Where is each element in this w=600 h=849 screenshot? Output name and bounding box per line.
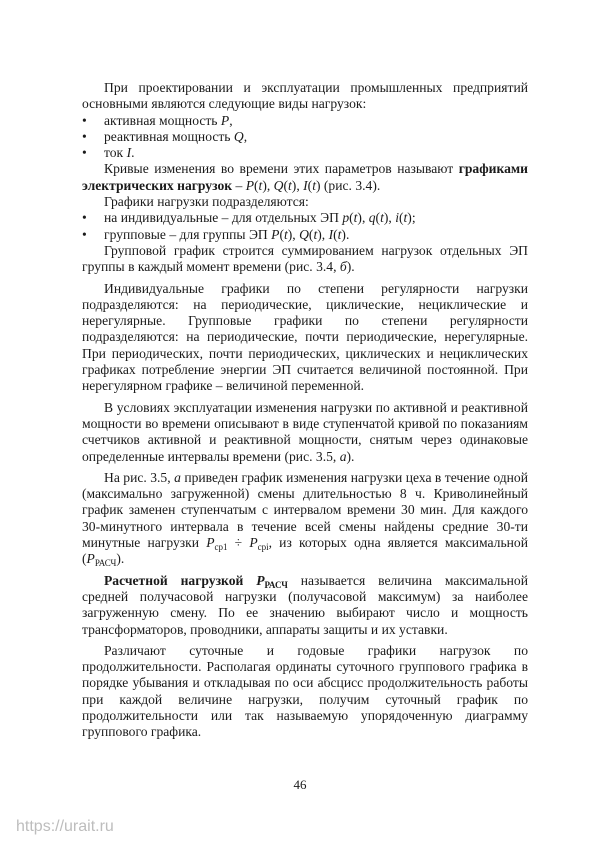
list-item: • активная мощность P, — [82, 113, 528, 129]
term-design-load: Расчетной нагрузкой $P_{РАСЧ}$ — [104, 572, 288, 590]
paragraph-subdivision: Графики нагрузки подразделяются: — [104, 194, 309, 210]
paragraph-group-graph: Групповой график строится суммированием нагрузок отдельных ЭП группы в каждый момент времени (рис. 3.4, б). — [82, 242, 528, 275]
paragraph-step-curve: В условиях эксплуатации изменения нагрузки по активной и реактивной мощности во времени описывают в виде ступенчатой кривой по показаниям счетчиков активной и реактивной мощности, снятым через одинаковые определенные интервалы времени (рис. 3.5, а). — [82, 399, 528, 464]
paragraph-load-graphs: Кривые изменения во времени этих параметров называют графиками электрических нагрузок – P(t), Q(t), I(t) (рис. 3.4). — [82, 161, 528, 193]
list-item: • групповые – для группы ЭП P(t), Q(t), I(t). — [82, 227, 528, 243]
paragraph-intro: При проектировании и эксплуатации промышленных предприятий основными являются следующие виды нагрузок: — [82, 80, 528, 112]
graph-types-list — [82, 210, 528, 243]
list-item: • ток I. — [82, 145, 528, 161]
paragraph-design-load: Расчетной нагрузкой $P_{РАСЧ}$ называется величина максимальной средней получасовой нагрузки (получасовой максимум) за наиболее загруженную смену. По ее значению выбирают число и мощность трансформаторов, проводники, аппараты защиты и их уставки. — [82, 572, 528, 637]
paragraph-figure-3-5: На рис. 3.5, а приведен график изменения нагрузки цеха в течение одной (максимально загруженной) смены длительностью 8 ч. Криволинейный график заменен ступенчатым с интервалом времени 30 мин. Для каждого 30-минутного интервала в течение всей смены найдены средние 30-ти минутные нагрузки $P_{ср1} \div P_{срі}$, из которых одна является максимальной $(P_{РАСЧ})$. — [82, 469, 528, 569]
load-types-list — [82, 113, 528, 162]
paragraph-regularity: Индивидуальные графики по степени регулярности нагрузки подразделяются: на периодические, циклические, нециклические и нерегулярные. Групповые графики по степени регулярности подразделяются: на периодические, почти периодические, нерегулярные. При периодических, почти периодических, циклических и нециклических графиках потребление энергии ЭП считается величиной постоянной. При нерегулярном графике – величиной переменной. — [82, 280, 528, 394]
paragraph-duration-graphs: Различают суточные и годовые графики нагрузок по продолжительности. Располагая ординаты суточного группового графика в порядке убывания и откладывая по оси абсцисс продолжительность работы при каждой величине нагрузки, получим суточный график по продолжительности или так называемую упорядоченную диаграмму группового графика. — [82, 642, 528, 740]
term-load-graphs: графиками электрических нагрузок — [82, 161, 528, 193]
page-number: 46 — [293, 777, 307, 792]
list-item: • реактивная мощность Q, — [82, 129, 528, 145]
watermark-url: https://urait.ru — [16, 818, 114, 835]
page-body — [82, 80, 528, 741]
list-item: • на индивидуальные – для отдельных ЭП p(t), q(t), i(t); — [82, 210, 528, 226]
